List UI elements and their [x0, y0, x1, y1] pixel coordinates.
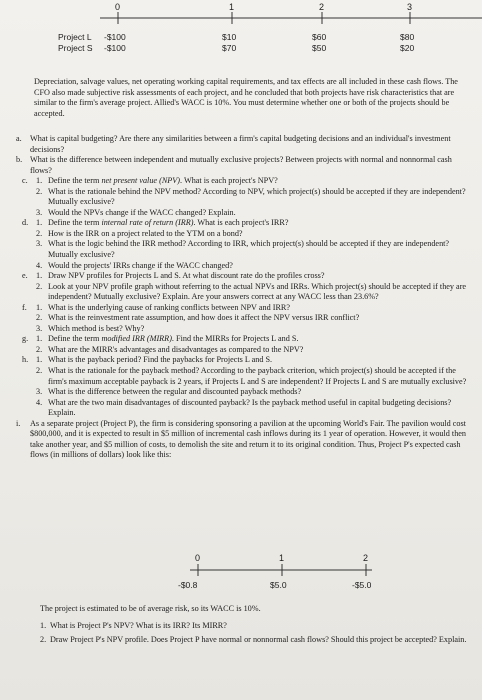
- question-text: . What is each project's NPV?: [180, 176, 278, 186]
- period-3-label: 3: [407, 2, 413, 12]
- question-number: 2.: [36, 313, 43, 323]
- p-flow-0: -$0.8: [178, 580, 198, 590]
- cash-flow-timeline-project-p: [0, 550, 482, 590]
- period-1-label: 1: [229, 2, 235, 12]
- question-text: Define the term: [48, 334, 102, 344]
- question-text: What is Project P's NPV? What is its IRR? Its MIRR?: [50, 620, 227, 630]
- question-d-3: [14, 239, 474, 260]
- question-c-1: [14, 176, 474, 187]
- question-text: What is the rationale for the payback method? According to the payback criterion, which project(s) should be accepted if the firm's maximum acceptable payback is 2 years, if Projects L and S are independent? If Projects L and S are mutually exclusive?: [48, 366, 467, 386]
- question-d-letter: d.: [22, 218, 29, 228]
- project-l-row: [0, 32, 482, 43]
- question-text: Draw NPV profiles for Projects L and S. At what discount rate do the profiles cross?: [48, 271, 325, 281]
- question-number: 1.: [36, 334, 43, 344]
- term-italic: internal rate of return (IRR): [101, 218, 194, 228]
- question-f-letter: f.: [22, 302, 27, 312]
- question-text: What is the difference between the regular and discounted payback methods?: [48, 387, 302, 397]
- cash-flow-timeline-projects-l-s: [0, 0, 482, 60]
- question-i-text: As a separate project (Project P), the firm is considering sponsoring a pavilion at the upcoming World's Fair. The pavilion would cost $800,000, and it is expected to result in $5 million of incremental cash inflows during its 1 year of operation. However, it would then take another year, and $5 million of costs, to demolish the site and return it to its original condition. Thus, Project P's expected cash flows (in millions of dollars) look like this:: [30, 418, 467, 460]
- p-period-1-label: 1: [279, 553, 285, 563]
- question-number: 4.: [36, 397, 43, 407]
- question-i-letter: i.: [16, 418, 21, 428]
- question-e-letter: e.: [22, 271, 28, 281]
- period-0-label: 0: [115, 2, 121, 12]
- period-2-label: 2: [319, 2, 325, 12]
- question-text: Would the projects' IRRs change if the WACC changed?: [48, 260, 233, 270]
- question-b: [14, 155, 474, 176]
- question-text: What are the two main disadvantages of discounted payback? Is the payback method useful in capital budgeting decisions? Explain.: [48, 397, 452, 418]
- question-d-2: [14, 229, 474, 240]
- question-c-letter: c.: [22, 176, 28, 186]
- question-c-2: [14, 187, 474, 208]
- question-text: What is the payback period? Find the paybacks for Projects L and S.: [48, 355, 273, 365]
- question-number: 2.: [40, 635, 47, 645]
- p-period-0-label: 0: [195, 553, 201, 563]
- question-text: How is the IRR on a project related to the YTM on a bond?: [48, 228, 243, 238]
- question-text: . What is each project's IRR?: [193, 218, 289, 228]
- term-italic: modified IRR (MIRR): [101, 334, 172, 344]
- question-number: 3.: [36, 239, 43, 249]
- question-c: [14, 176, 474, 218]
- project-s-flow-1: $70: [222, 43, 237, 53]
- question-e-2: [14, 282, 474, 303]
- project-l-flow-3: $80: [400, 32, 415, 42]
- question-f-3: [14, 324, 474, 335]
- question-text: Which method is best? Why?: [48, 323, 145, 333]
- p-period-2-label: 2: [363, 553, 369, 563]
- project-l-flow-1: $10: [222, 32, 237, 42]
- question-c-3: [14, 208, 474, 219]
- question-number: 2.: [36, 186, 43, 196]
- question-h: [14, 355, 474, 418]
- question-e: [14, 271, 474, 303]
- question-number: 2.: [36, 366, 43, 376]
- question-a-text: What is capital budgeting? Are there any similarities between a firm's capital budgeting decisions and an individual's investment decisions?: [30, 134, 451, 154]
- project-p-question-2: [40, 635, 470, 646]
- project-l-flow-0: -$100: [104, 32, 126, 42]
- question-b-letter: b.: [16, 155, 23, 165]
- question-number: 1.: [36, 355, 43, 365]
- question-number: 1.: [36, 271, 43, 281]
- question-text: What is the reinvestment rate assumption, and how does it affect the NPV versus IRR conflict?: [48, 313, 360, 323]
- question-list: [14, 134, 474, 461]
- question-f-2: [14, 313, 474, 324]
- project-p-question-1: [40, 621, 470, 632]
- question-h-3: [14, 387, 474, 398]
- question-number: 1.: [36, 302, 43, 312]
- question-f-1: [14, 303, 474, 314]
- question-h-1: [14, 355, 474, 366]
- question-number: 1.: [36, 176, 43, 186]
- question-number: 1.: [36, 218, 43, 228]
- question-text: Look at your NPV profile graph without referring to the actual NPVs and IRRs. Which project(s) should be accepted if they are independent? Mutually exclusive? Explain. Are your answers correct at any WACC less than 23.6%?: [48, 281, 467, 302]
- question-number: 1.: [40, 620, 47, 630]
- question-b-text: What is the difference between independent and mutually exclusive projects? Between projects with normal and nonnormal cash flows?: [30, 155, 452, 175]
- question-text: Would the NPVs change if the WACC changed? Explain.: [48, 207, 236, 217]
- timeline-axis: [0, 550, 482, 590]
- project-l-flow-2: $60: [312, 32, 327, 42]
- question-h-2: [14, 366, 474, 387]
- project-s-flow-3: $20: [400, 43, 415, 53]
- question-d-1: [14, 218, 474, 229]
- question-text: What is the underlying cause of ranking conflicts between NPV and IRR?: [48, 302, 290, 312]
- question-number: 4.: [36, 260, 43, 270]
- project-s-label: Project S: [58, 43, 93, 53]
- question-f: [14, 303, 474, 335]
- question-h-letter: h.: [22, 355, 29, 365]
- question-text: What is the logic behind the IRR method? According to IRR, which project(s) should be accepted if they are independent? Mutually exclusive?: [48, 239, 450, 260]
- question-a: [14, 134, 474, 155]
- question-text: . Find the MIRRs for Projects L and S.: [171, 334, 299, 344]
- project-s-flow-0: -$100: [104, 43, 126, 53]
- question-i: [14, 419, 474, 461]
- question-number: 2.: [36, 344, 43, 354]
- question-h-4: [14, 398, 474, 419]
- project-p-questions: [40, 604, 470, 646]
- question-a-letter: a.: [16, 134, 22, 143]
- project-p-risk-note: The project is estimated to be of average risk, so its WACC is 10%.: [40, 604, 261, 613]
- p-flow-1: $5.0: [270, 580, 287, 590]
- question-number: 3.: [36, 323, 43, 333]
- question-g: [14, 334, 474, 355]
- question-d-4: [14, 261, 474, 272]
- question-d: [14, 218, 474, 271]
- question-text: Draw Project P's NPV profile. Does Project P have normal or nonnormal cash flows? Should this project be accepted? Explain.: [50, 635, 467, 645]
- question-number: 3.: [36, 387, 43, 397]
- question-g-2: [14, 345, 474, 356]
- question-text: Define the term: [48, 176, 102, 186]
- term-italic: net present value (NPV): [101, 176, 181, 186]
- question-text: What is the rationale behind the NPV method? According to NPV, which project(s) should be accepted if they are independent? Mutually exclusive?: [48, 186, 466, 207]
- intro-paragraph: Depreciation, salvage values, net operating working capital requirements, and tax effects are all included in these cash flows. The CFO also made subjective risk assessments of each project, and he concluded that both projects have risk characteristics that are similar to the firm's average project. Allied's WACC is 10%. You must determine whether one or both of the projects should be accepted.: [34, 77, 458, 118]
- project-s-flow-2: $50: [312, 43, 327, 53]
- question-number: 3.: [36, 207, 43, 217]
- question-g-1: [14, 334, 474, 345]
- question-number: 2.: [36, 281, 43, 291]
- p-flow-2: -$5.0: [352, 580, 372, 590]
- project-s-row: [0, 43, 482, 54]
- project-l-label: Project L: [58, 32, 92, 42]
- question-text: Define the term: [48, 218, 102, 228]
- question-e-1: [14, 271, 474, 282]
- question-text: What are the MIRR's advantages and disadvantages as compared to the NPV?: [48, 344, 304, 354]
- question-number: 2.: [36, 228, 43, 238]
- question-g-letter: g.: [22, 334, 29, 344]
